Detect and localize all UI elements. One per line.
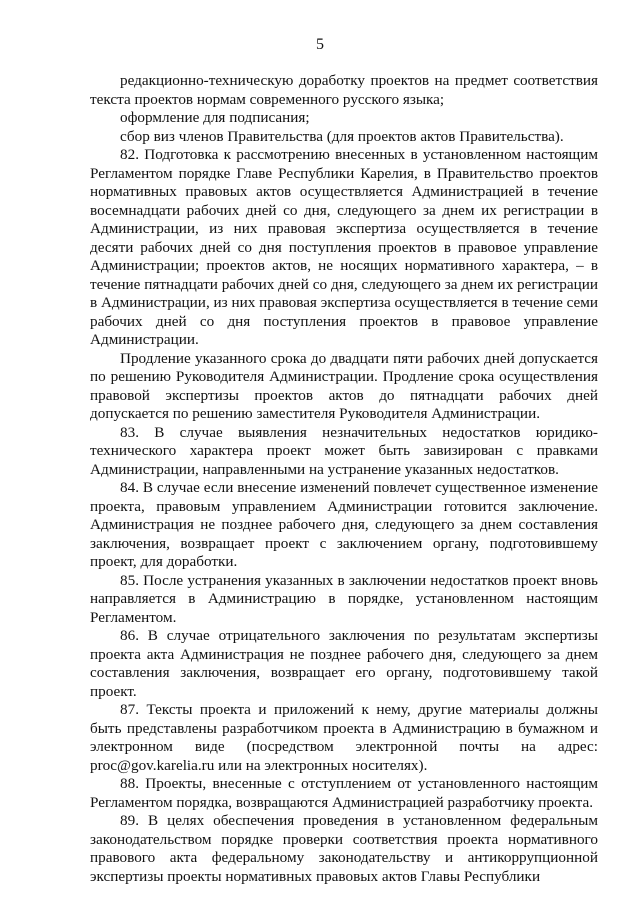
paragraph-84: 84. В случае если внесение изменений повлечет существенное изменение проекта, правовым управлением Администрации готовится заключение. Администрация не позднее рабочего дня, следующего за днем составления заключения, возвращает проект с заключением органу, подготовившему проект, для доработки. [90,479,598,570]
paragraph-82: 82. Подготовка к рассмотрению внесенных в установленном настоящим Регламентом порядке Главе Республики Карелия, в Правительство проектов нормативных правовых актов осуществляется Администрацией в течение восемнадцати рабочих дней со дня, следующего за днем их регистрации в Администрации, из них правовая экспертиза осуществляется в течение десяти рабочих дней со дня поступления проектов в правовое управление Администрации; проектов актов, не носящих нормативного характера, – в течение пятнадцати рабочих дней со дня, следующего за днем их регистрации в Администрации, из них правовая экспертиза осуществляется в течение семи рабочих дней со дня поступления проектов в правовое управление Администрации. [90,146,599,348]
paragraph-editing: редакционно-техническую доработку проектов на предмет соответствия текста проектов нормам современного русского языка; [90,72,598,108]
page-number: 5 [316,36,324,53]
paragraph-signing: оформление для подписания; [120,109,310,126]
paragraph-extension: Продление указанного срока до двадцати пяти рабочих дней допускается по решению Руководителя Администрации. Продление срока осуществления правовой экспертизы проектов актов до пятнадцати рабочих дней допускается по решению заместителя Руководителя Администрации. [90,349,598,422]
document-body [90,72,598,886]
paragraph-visas: сбор виз членов Правительства (для проектов актов Правительства). [120,127,564,145]
paragraph-88: 88. Проекты, внесенные с отступлением от установленного настоящим Регламентом порядка, возвращаются Администрацией разработчику проекта. [90,775,598,811]
paragraph-89: 89. В целях обеспечения проведения в установленном федеральным законодательством порядке проверки соответствия проекта нормативного правового акта федеральному законодательству и антикоррупционной экспертизы проекты нормативных правовых актов Главы Республики [90,812,598,885]
paragraph-85: 85. После устранения указанных в заключении недостатков проект вновь направляется в Администрацию в порядке, установленном настоящим Регламентом. [90,571,598,626]
paragraph-83: 83. В случае выявления незначительных недостатков юридико-технического характера проект может быть завизирован с правками Администрации, направленными на устранение указанных недостатков. [90,423,598,478]
paragraph-86: 86. В случае отрицательного заключения по результатам экспертизы проекта акта Администрация не позднее рабочего дня, следующего за днем составления заключения, возвращает его органу, подготовившему такой проект. [90,627,598,700]
paragraph-87: 87. Тексты проекта и приложений к нему, другие материалы должны быть представлены разработчиком проекта в Администрацию в бумажном и электронном виде (посредством электронной почты на адрес: proc@gov.karelia.ru или на электронных носителях). [90,701,598,774]
